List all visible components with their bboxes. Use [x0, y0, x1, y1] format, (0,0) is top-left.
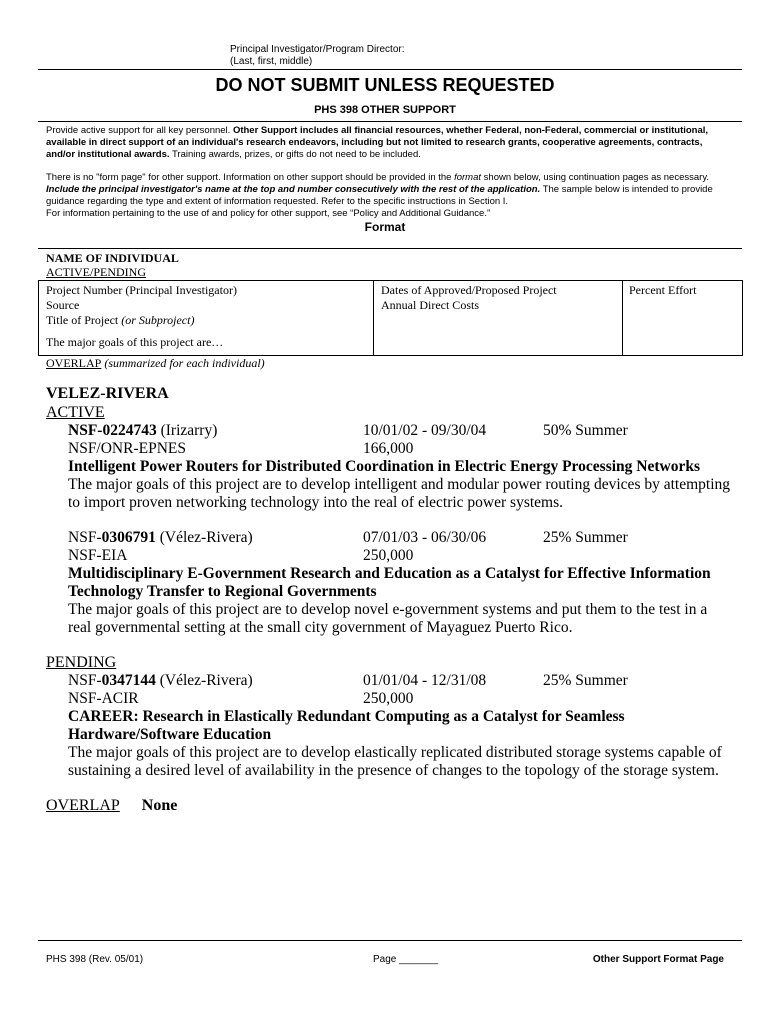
overlap-value: None	[141, 797, 178, 814]
project-dates: 10/01/02 - 09/30/04	[363, 422, 487, 439]
footer-page-name: Other Support Format Page	[592, 954, 724, 965]
format-top-rule	[38, 248, 742, 249]
project-goals: The major goals of this project are to develop elastically replicated distributed storage systems capable of sustaining a desired level of availability in the presence of changes to the topology of the storage system.	[68, 744, 722, 779]
header-rule	[38, 69, 742, 70]
format-heading: Format	[364, 220, 406, 234]
format-col-divider-2	[622, 281, 623, 355]
overlap-label: OVERLAP	[46, 797, 120, 814]
project-pi: (Vélez-Rivera)	[155, 672, 253, 689]
subtitle: PHS 398 OTHER SUPPORT	[314, 104, 456, 116]
intro-p1-bold: Other Support includes all financial resources, whether Federal, non-Federal, commercial or institutional, available in direct support of an individual's research endeavors, including but not limited to research grants, cooperative agreements, contracts, and/or institutional awards.	[46, 125, 709, 160]
project-cost: 250,000	[363, 547, 414, 564]
format-col-2	[381, 283, 557, 313]
pi-label	[230, 44, 405, 68]
format-col-1	[46, 283, 237, 350]
intro-p1-tail: Training awards, prizes, or gifts do not need to be included.	[169, 149, 421, 160]
project-pi: (Irizarry)	[156, 422, 218, 439]
pending-section-label: PENDING	[46, 654, 117, 671]
intro-p2-text-c: The sample below is intended to provide guidance regarding the type and extent of information requested. Refer to the specific instructions in Section I.	[46, 184, 713, 207]
project-dates: 01/01/04 - 12/31/08	[363, 672, 487, 689]
pi-label-line2: (Last, first, middle)	[230, 56, 313, 67]
footer-form-id: PHS 398 (Rev. 05/01)	[46, 954, 144, 965]
project-source: NSF/ONR-EPNES	[68, 440, 186, 457]
pi-label-line1: Principal Investigator/Program Director:	[230, 44, 405, 55]
project-effort: 25% Summer	[543, 672, 628, 689]
format-title-italic: (or Subproject)	[121, 313, 195, 327]
format-effort-label: Percent Effort	[629, 283, 697, 297]
individual-name: VELEZ-RIVERA	[46, 385, 169, 402]
active-section-label: ACTIVE	[46, 404, 105, 421]
project-number: 0306791	[101, 529, 156, 546]
intro-paragraph-2	[46, 172, 732, 208]
intro-p2-bold-italic: Include the principal investigator's name at the top and number consecutively with the rest of the application.	[46, 184, 541, 195]
intro-paragraph-3: For information pertaining to the use of and policy for other support, see “Policy and Additional Guidance.”	[46, 208, 491, 219]
intro-paragraph-1	[46, 125, 732, 161]
project-cost: 250,000	[363, 690, 414, 707]
project-goals: The major goals of this project are to develop novel e-government systems and put them to the test in a real governmental setting at the small city government of Mayaguez Puerto Rico.	[68, 601, 708, 636]
project-title: Multidisciplinary E-Government Research and Education as a Catalyst for Effective Information Technology Transfer to Regional Governments	[68, 565, 711, 600]
active-pending-label: ACTIVE/PENDING	[46, 265, 146, 279]
format-costs-label: Annual Direct Costs	[381, 298, 479, 312]
format-project-number-label: Project Number (Principal Investigator)	[46, 283, 237, 297]
overlap-line	[46, 797, 177, 815]
project-number: 0347144	[101, 672, 156, 689]
format-overlap-line	[46, 356, 265, 371]
intro-p2-italic: format	[454, 172, 482, 183]
project-goals: The major goals of this project are to develop intelligent and modular power routing devices by attempting to import proven networking technology into the real of electric power systems.	[68, 476, 731, 511]
subtitle-rule	[38, 121, 742, 122]
intro-p2-text-a: There is no "form page" for other support. Information on other support should be provided in the	[46, 172, 455, 183]
format-dates-label: Dates of Approved/Proposed Project	[381, 283, 557, 297]
format-title-text: Title of Project	[46, 313, 122, 327]
footer-rule	[38, 940, 742, 941]
format-goals-label: The major goals of this project are…	[46, 335, 224, 349]
project-number-line	[68, 672, 253, 690]
format-col-3	[629, 283, 696, 298]
name-of-individual-label: NAME OF INDIVIDUAL	[46, 251, 179, 265]
format-source-label: Source	[46, 298, 80, 312]
project-source: NSF-EIA	[68, 547, 128, 564]
project-effort: 50% Summer	[543, 422, 628, 439]
project-pi: (Vélez-Rivera)	[155, 529, 253, 546]
project-effort: 25% Summer	[543, 529, 628, 546]
intro-p2-text-b: shown below, using continuation pages as necessary.	[481, 172, 709, 183]
format-table-box	[38, 280, 743, 356]
project-number: NSF-0224743	[68, 422, 157, 439]
format-overlap-label: OVERLAP	[46, 356, 102, 370]
project-dates: 07/01/03 - 06/30/06	[363, 529, 487, 546]
format-overlap-note: (summarized for each individual)	[101, 356, 265, 370]
footer-page-label: Page _______	[373, 954, 439, 965]
project-cost: 166,000	[363, 440, 414, 457]
project-source: NSF-ACIR	[68, 690, 139, 707]
project-number-line	[68, 422, 217, 440]
project-title: Intelligent Power Routers for Distributed Coordination in Electric Energy Processing Networks	[68, 458, 700, 475]
main-title: DO NOT SUBMIT UNLESS REQUESTED	[215, 75, 555, 95]
project-number-prefix: NSF-	[68, 672, 102, 689]
intro-p1-text: Provide active support for all key personnel.	[46, 125, 233, 136]
format-col-divider-1	[373, 281, 374, 355]
project-title: CAREER: Research in Elastically Redundant Computing as a Catalyst for Seamless Hardware/Software Education	[68, 708, 625, 743]
format-title-label	[46, 313, 237, 328]
project-number-prefix: NSF-	[68, 529, 102, 546]
project-number-line	[68, 529, 253, 547]
